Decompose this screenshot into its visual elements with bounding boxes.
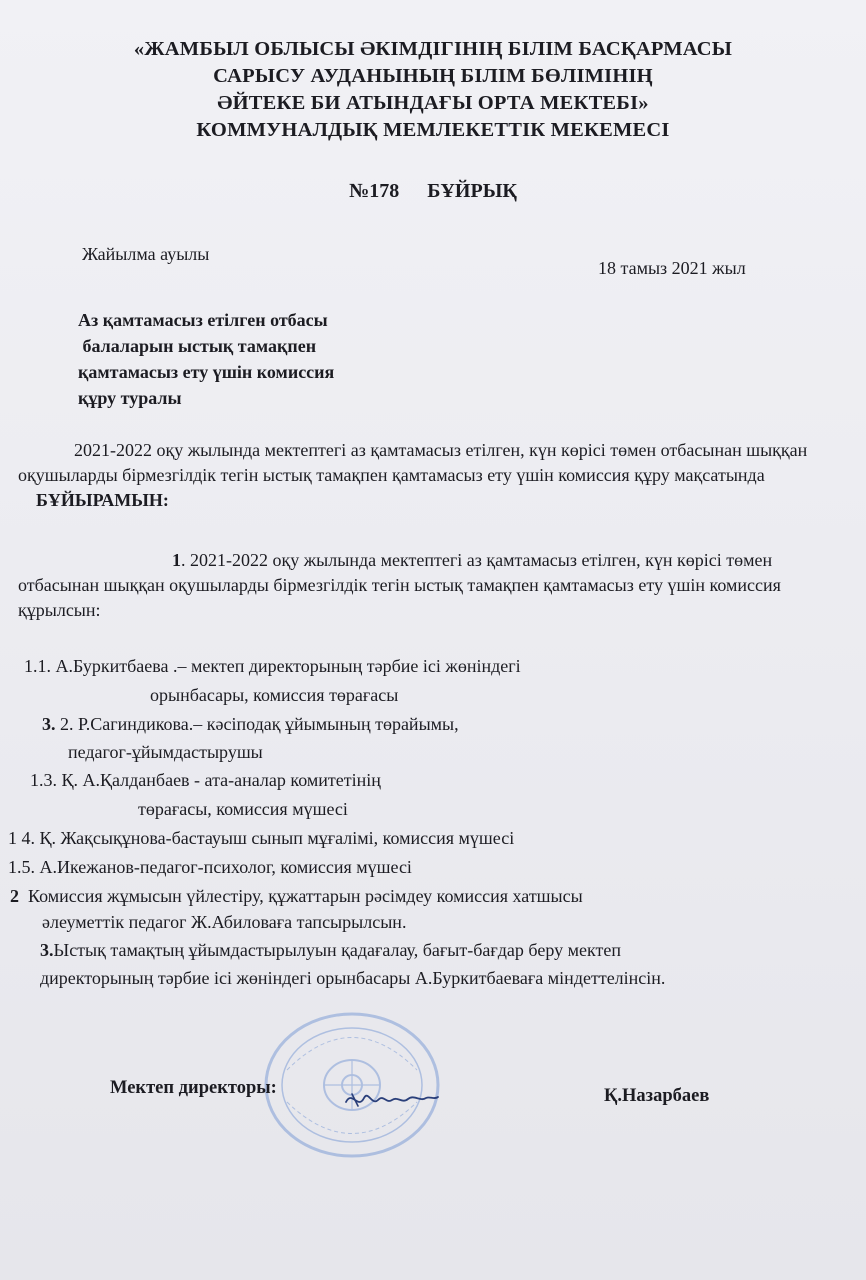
member-3-line-2: төрағасы, комиссия мүшесі [138, 799, 348, 819]
member-2-text: 2. Р.Сагиндикова.– кәсіподақ ұйымының төрайымы, [55, 714, 459, 734]
handwritten-signature [342, 1080, 442, 1120]
member-4: 1 4. Қ. Жақсықұнова-бастауыш сынып мұғалімі, комиссия мүшесі [8, 828, 515, 848]
member-1-line-1: 1.1. А.Буркитбаева .– мектеп директорының тәрбие ісі жөніндегі [24, 656, 521, 676]
order-word: БҰЙРЫҚ [427, 180, 517, 202]
order-title [0, 180, 866, 203]
point-3-line-1 [40, 940, 621, 961]
point-2-line-1 [10, 886, 583, 907]
member-1-line-2: орынбасары, комиссия төрағасы [150, 685, 399, 705]
intro-paragraph [18, 438, 818, 513]
point-1-number: 1 [172, 550, 181, 570]
point-3-number: 3. [40, 940, 54, 960]
signatory-name: Қ.Назарбаев [604, 1086, 710, 1106]
subject-line-3: қамтамасыз ету үшін комиссия [78, 362, 335, 382]
command-word: БҰЙЫРАМЫН: [36, 490, 169, 510]
subject-line-4: құру туралы [78, 388, 182, 408]
place: Жайылма ауылы [82, 244, 210, 264]
member-2-mark: 3. [42, 714, 56, 734]
point-2-number: 2 [10, 886, 19, 906]
member-2-line-1 [42, 714, 459, 735]
point-2-line-2: әлеуметтік педагог Ж.Абиловаға тапсырылсын. [42, 912, 407, 932]
header-line-4: КОММУНАЛДЫҚ МЕМЛЕКЕТТІК МЕКЕМЕСІ [196, 119, 670, 141]
point-1 [18, 548, 818, 623]
header-line-3: ӘЙТЕКЕ БИ АТЫНДАҒЫ ОРТА МЕКТЕБІ» [217, 92, 649, 114]
point-2-text: Комиссия жұмысын үйлестіру, құжаттарын рәсімдеу комиссия хатшысы [19, 886, 583, 906]
order-number: №178 [349, 180, 400, 202]
signatory-title: Мектеп директоры: [110, 1078, 277, 1098]
order-subject [78, 307, 334, 411]
member-2-line-2: педагог-ұйымдастырушы [68, 742, 263, 762]
member-3-line-1: 1.3. Қ. А.Қалданбаев - ата-аналар комитетінің [30, 770, 381, 790]
point-1-text: . 2021-2022 оқу жылында мектептегі аз қамтамасыз етілген, күн көрісі төмен отбасынан шыққан оқушыларды бірмезгілдік тегін ыстық тамақпен қамтамасыз ету үшін комиссия құрылсын: [18, 550, 781, 620]
subject-line-1: Аз қамтамасыз етілген отбасы [78, 310, 328, 330]
date: 18 тамыз 2021 жыл [598, 258, 746, 278]
organization-header [0, 36, 866, 144]
subject-line-2: балаларын ыстық тамақпен [78, 336, 317, 356]
point-3-line-2: директорының тәрбие ісі жөніндегі орынбасары А.Буркитбаеваға міндеттелінсін. [40, 968, 666, 988]
member-5: 1.5. А.Икежанов-педагог-психолог, комиссия мүшесі [8, 857, 412, 877]
intro-text: 2021-2022 оқу жылында мектептегі аз қамтамасыз етілген, күн көрісі төмен отбасынан шыққан оқушыларды бірмезгілдік тегін ыстық тамақпен қамтамасыз ету үшін комиссия құру мақсатында [18, 440, 808, 485]
header-line-1: «ЖАМБЫЛ ОБЛЫСЫ ӘКІМДІГІНІҢ БІЛІМ БАСҚАРМАСЫ [133, 38, 733, 60]
header-line-2: САРЫСУ АУДАНЫНЫҢ БІЛІМ БӨЛІМІНІҢ [213, 65, 653, 87]
point-3-text: Ыстық тамақтың ұйымдастырылуын қадағалау, бағыт-бағдар беру мектеп [53, 940, 621, 960]
